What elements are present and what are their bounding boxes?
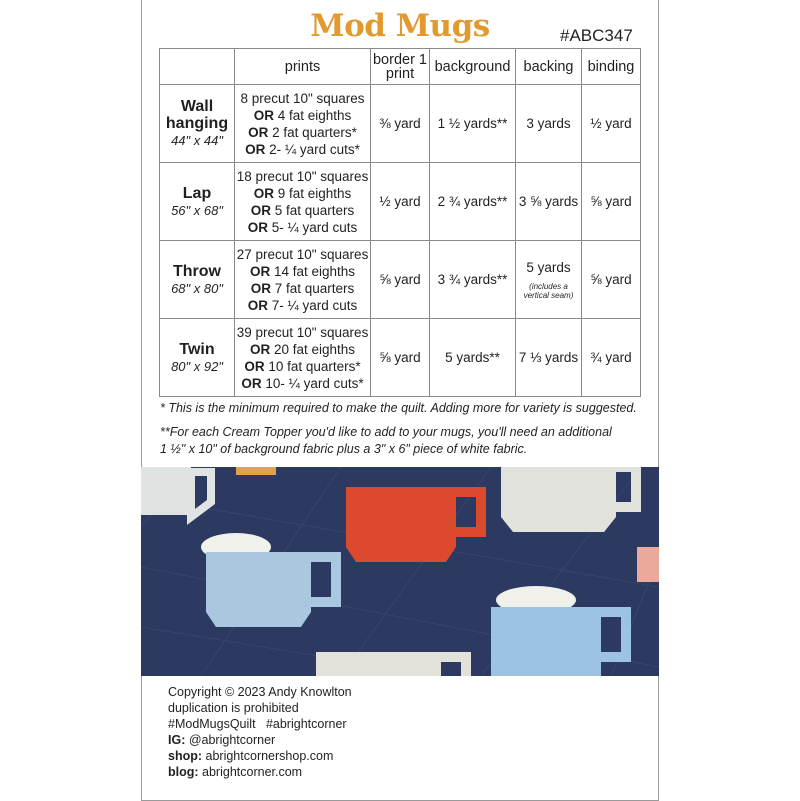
print-option: [235, 202, 370, 219]
background-cell: 2 ¾ yards**: [430, 163, 516, 241]
print-option: [235, 90, 370, 107]
or-label: OR: [247, 297, 268, 313]
hashtags: #ModMugsQuilt #abrightcorner: [168, 717, 347, 731]
border-cell: ⅜ yard: [371, 85, 430, 163]
or-label: OR: [253, 107, 274, 123]
quilt-size: Twin: [179, 340, 215, 358]
print-option-text: 7 fat quarters: [270, 280, 355, 296]
or-label: OR: [241, 375, 262, 391]
print-option-text: 14 fat eighths: [270, 263, 356, 279]
ig-handle[interactable]: @abrightcorner: [188, 733, 276, 747]
print-option-text: 10 fat quarters*: [264, 358, 361, 374]
table-row: [160, 85, 641, 163]
border-cell: ⅝ yard: [371, 241, 430, 319]
or-label: OR: [253, 185, 274, 201]
pattern-code: #ABC347: [560, 26, 633, 45]
print-option: [235, 324, 370, 341]
border-cell: ⅝ yard: [371, 319, 430, 397]
print-option: [235, 358, 370, 375]
binding-cell: ⅝ yard: [582, 163, 641, 241]
backing-cell: [516, 163, 582, 241]
backing-cell: [516, 319, 582, 397]
background-cell: 3 ¾ yards**: [430, 241, 516, 319]
or-label: OR: [247, 219, 268, 235]
copyright: Copyright © 2023 Andy Knowlton: [168, 685, 352, 699]
print-option: [235, 219, 370, 236]
table-row: [160, 163, 641, 241]
print-option: [235, 297, 370, 314]
print-option-text: 18 precut 10" squares: [236, 168, 369, 184]
backing-amount: 7 ⅓ yards: [518, 350, 579, 365]
header-background: background: [430, 49, 516, 85]
print-option-text: 10- ¼ yard cuts*: [261, 375, 364, 391]
or-label: OR: [249, 263, 271, 279]
print-option: [235, 168, 370, 185]
print-option-text: 27 precut 10" squares: [236, 246, 369, 262]
ig-label: IG:: [168, 733, 186, 747]
header-prints: prints: [235, 49, 371, 85]
print-option: [235, 107, 370, 124]
size-cell: [160, 241, 235, 319]
print-option-text: 4 fat eighths: [273, 107, 352, 123]
quilt-dimensions: 80" x 92": [171, 358, 223, 374]
print-option: [235, 263, 370, 280]
or-label: OR: [250, 202, 271, 218]
backing-amount: 3 ⅝ yards: [518, 194, 579, 209]
or-label: OR: [248, 124, 269, 140]
print-option-text: 20 fat eighths: [270, 341, 356, 357]
print-option-text: 8 precut 10" squares: [240, 90, 365, 106]
binding-cell: ⅝ yard: [582, 241, 641, 319]
header-size: [160, 49, 235, 85]
quilt-size: Wall hanging: [165, 98, 229, 132]
table-row: [160, 241, 641, 319]
shop-label: shop:: [168, 749, 203, 763]
print-option: [235, 375, 370, 392]
print-option-text: 7- ¼ yard cuts: [267, 297, 358, 313]
table-row: [160, 319, 641, 397]
print-option: [235, 246, 370, 263]
print-option-text: 5- ¼ yard cuts: [267, 219, 358, 235]
print-option-text: 5 fat quarters: [270, 202, 355, 218]
print-option-text: 2 fat quarters*: [268, 124, 357, 140]
print-option: [235, 124, 370, 141]
print-option: [235, 280, 370, 297]
backing-note: (includes a vertical seam): [523, 282, 574, 300]
binding-cell: ¾ yard: [582, 319, 641, 397]
page-title: Mod Mugs: [310, 8, 490, 44]
print-option-text: 2- ¼ yard cuts*: [265, 141, 360, 157]
header-binding: binding: [582, 49, 641, 85]
prints-cell: [235, 241, 371, 319]
backing-amount: 5 yards: [526, 260, 571, 275]
border-cell: ½ yard: [371, 163, 430, 241]
footnote-cream-topper-2: 1 ½" x 10" of background fabric plus a 3" x 6" piece of white fabric.: [160, 442, 528, 456]
size-cell: [160, 85, 235, 163]
print-option: [235, 341, 370, 358]
binding-cell: ½ yard: [582, 85, 641, 163]
print-option: [235, 141, 370, 158]
or-label: OR: [250, 280, 271, 296]
quilt-dimensions: 44" x 44": [171, 133, 223, 148]
or-label: OR: [249, 341, 271, 357]
header-backing: backing: [516, 49, 582, 85]
blog-label: blog:: [168, 765, 199, 779]
prints-cell: [235, 163, 371, 241]
blog-link[interactable]: abrightcorner.com: [202, 765, 303, 779]
or-label: OR: [244, 358, 265, 374]
footnote-cream-topper-1: **For each Cream Topper you'd like to add to your mugs, you'll need an additional: [160, 425, 612, 439]
print-option: [235, 185, 370, 202]
header-border: border 1 print: [371, 49, 430, 85]
print-option-text: 9 fat eighths: [273, 185, 352, 201]
print-option-text: 39 precut 10" squares: [236, 324, 369, 340]
quilt-size: Lap: [182, 184, 212, 202]
fabric-requirements-table: [159, 48, 641, 397]
quilt-photo: [141, 467, 659, 676]
shop-link[interactable]: abrightcornershop.com: [205, 749, 334, 763]
backing-cell: [516, 241, 582, 319]
quilt-size: Throw: [173, 262, 221, 280]
table-header-row: [160, 49, 641, 85]
footnote-minimum: * This is the minimum required to make the quilt. Adding more for variety is suggested.: [160, 401, 637, 415]
prints-cell: [235, 319, 371, 397]
size-cell: [160, 163, 235, 241]
or-label: OR: [245, 141, 266, 157]
quilt-dimensions: 68" x 80": [171, 280, 223, 296]
footer: [168, 684, 352, 780]
size-cell: [160, 319, 235, 397]
background-cell: 1 ½ yards**: [430, 85, 516, 163]
backing-cell: [516, 85, 582, 163]
backing-amount: 3 yards: [526, 116, 571, 131]
duplication-notice: duplication is prohibited: [168, 701, 299, 715]
quilt-dimensions: 56" x 68": [171, 202, 223, 218]
prints-cell: [235, 85, 371, 163]
background-cell: 5 yards**: [430, 319, 516, 397]
